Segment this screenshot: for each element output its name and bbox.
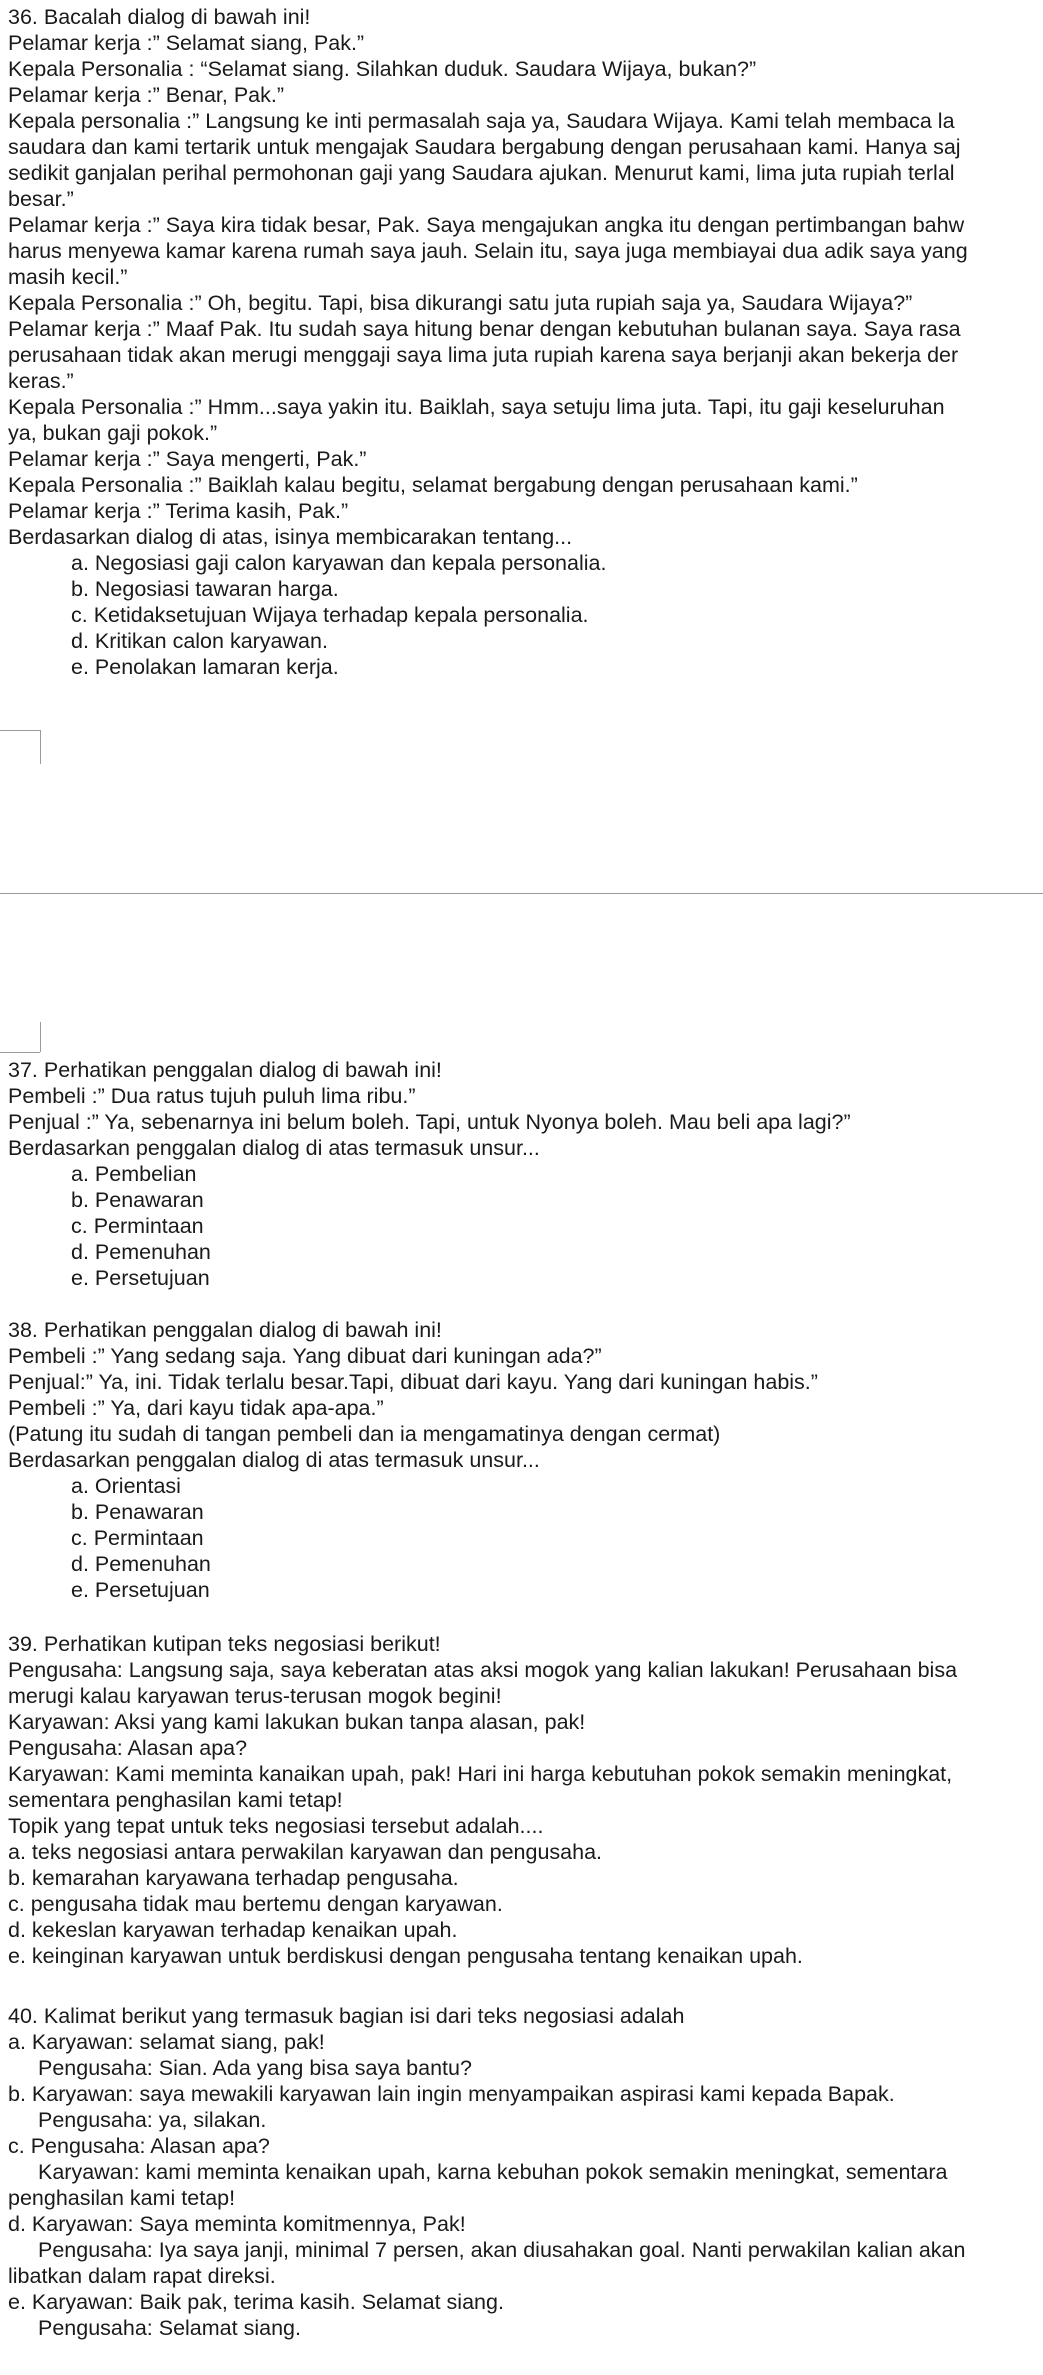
- text-line: Pelamar kerja :” Selamat siang, Pak.”: [8, 31, 365, 55]
- answer-option: a. Pembelian: [71, 1162, 197, 1186]
- text-line: Berdasarkan dialog di atas, isinya membicarakan tentang...: [8, 525, 573, 549]
- question-36: [8, 4, 968, 680]
- text-line: keras.”: [8, 369, 74, 393]
- text-line: Karyawan: kami meminta kenaikan upah, karna kebuhan pokok semakin meningkat, sementara: [38, 2160, 948, 2184]
- text-line: Kepala personalia :” Langsung ke inti permasalah saja ya, Saudara Wijaya. Kami telah membaca la: [8, 109, 955, 133]
- question-39: [8, 1631, 957, 1969]
- text-line: masih kecil.”: [8, 265, 128, 289]
- text-line: Topik yang tepat untuk teks negosiasi tersebut adalah....: [8, 1814, 544, 1838]
- text-line: sementara penghasilan kami tetap!: [8, 1788, 343, 1812]
- answer-option: d. Pemenuhan: [71, 1240, 211, 1264]
- text-line: b. Karyawan: saya mewakili karyawan lain ingin menyampaikan aspirasi kami kepada Bapak.: [8, 2082, 895, 2106]
- text-line: e. keinginan karyawan untuk berdiskusi dengan pengusaha tentang kenaikan upah.: [8, 1944, 803, 1968]
- text-line: (Patung itu sudah di tangan pembeli dan ia mengamatinya dengan cermat): [8, 1422, 721, 1446]
- answer-option: e. Penolakan lamaran kerja.: [71, 655, 339, 679]
- answer-option: d. Kritikan calon karyawan.: [71, 629, 328, 653]
- text-line: Pengusaha: Langsung saja, saya keberatan atas aksi mogok yang kalian lakukan! Perusahaan bisa: [8, 1658, 958, 1682]
- answer-option: b. Penawaran: [71, 1188, 204, 1212]
- text-line: Karyawan: Aksi yang kami lakukan bukan tanpa alasan, pak!: [8, 1710, 586, 1734]
- text-line: Pelamar kerja :” Saya mengerti, Pak.”: [8, 447, 367, 471]
- question-36-text: [8, 4, 968, 550]
- text-line: Pembeli :” Dua ratus tujuh puluh lima ribu.”: [8, 1084, 416, 1108]
- answer-option: b. Negosiasi tawaran harga.: [71, 577, 339, 601]
- answer-option: c. Permintaan: [71, 1526, 204, 1550]
- text-line: d. Karyawan: Saya meminta komitmennya, Pak!: [8, 2212, 466, 2236]
- text-line: Karyawan: Kami meminta kanaikan upah, pak! Hari ini harga kebutuhan pokok semakin meningkat,: [8, 1762, 953, 1786]
- text-line: Pelamar kerja :” Maaf Pak. Itu sudah saya hitung benar dengan kebutuhan bulanan saya. Saya rasa: [8, 317, 961, 341]
- answer-option: b. Penawaran: [71, 1500, 204, 1524]
- text-line: Penjual :” Ya, sebenarnya ini belum boleh. Tapi, untuk Nyonya boleh. Mau beli apa lagi?”: [8, 1110, 851, 1134]
- question-40: [8, 2003, 965, 2341]
- question-36-options: [8, 550, 968, 680]
- answer-option: d. Pemenuhan: [71, 1552, 211, 1576]
- text-line: a. teks negosiasi antara perwakilan karyawan dan pengusaha.: [8, 1840, 603, 1864]
- text-line: Pelamar kerja :” Saya kira tidak besar, Pak. Saya mengajukan angka itu dengan pertimbangan bahw: [8, 213, 965, 237]
- text-line: e. Karyawan: Baik pak, terima kasih. Selamat siang.: [8, 2290, 504, 2314]
- text-line: Kepala Personalia : “Selamat siang. Silahkan duduk. Saudara Wijaya, bukan?”: [8, 57, 757, 81]
- question-38-options: [8, 1473, 818, 1603]
- text-line: d. kekeslan karyawan terhadap kenaikan upah.: [8, 1918, 458, 1942]
- page-divider: [0, 893, 1043, 894]
- text-line: Pengusaha: ya, silakan.: [38, 2108, 267, 2132]
- crop-mark-bottom: [0, 1052, 40, 1053]
- crop-mark-top-vertical: [40, 730, 41, 764]
- answer-option: a. Negosiasi gaji calon karyawan dan kepala personalia.: [71, 551, 607, 575]
- text-line: b. kemarahan karyawana terhadap pengusaha.: [8, 1866, 459, 1890]
- answer-option: c. Ketidaksetujuan Wijaya terhadap kepala personalia.: [71, 603, 589, 627]
- answer-option: c. Permintaan: [71, 1214, 204, 1238]
- text-line: Pengusaha: Selamat siang.: [38, 2316, 301, 2340]
- text-line: 36. Bacalah dialog di bawah ini!: [8, 5, 311, 29]
- text-line: saudara dan kami tertarik untuk mengajak Saudara bergabung dengan perusahaan kami. Hanya saj: [8, 135, 961, 159]
- text-line: 38. Perhatikan penggalan dialog di bawah ini!: [8, 1318, 442, 1342]
- text-line: perusahaan tidak akan merugi menggaji saya lima juta rupiah karena saya berjanji akan bekerja der: [8, 343, 959, 367]
- text-line: c. Pengusaha: Alasan apa?: [8, 2134, 270, 2158]
- crop-mark-top: [0, 730, 40, 731]
- question-38-text: [8, 1317, 818, 1473]
- text-line: merugi kalau karyawan terus-terusan mogok begini!: [8, 1684, 502, 1708]
- crop-mark-bottom-vertical: [40, 1022, 41, 1052]
- text-line: harus menyewa kamar karena rumah saya jauh. Selain itu, saya juga membiayai dua adik saya yang: [8, 239, 968, 263]
- text-line: Pelamar kerja :” Benar, Pak.”: [8, 83, 285, 107]
- question-39-text: [8, 1631, 957, 1969]
- question-40-text: [8, 2003, 965, 2341]
- text-line: Berdasarkan penggalan dialog di atas termasuk unsur...: [8, 1136, 540, 1160]
- text-line: Penjual:” Ya, ini. Tidak terlalu besar.Tapi, dibuat dari kayu. Yang dari kuningan habis.”: [8, 1370, 818, 1394]
- question-37-options: [8, 1161, 851, 1291]
- question-37-text: [8, 1057, 851, 1161]
- text-line: besar.”: [8, 187, 74, 211]
- text-line: sedikit ganjalan perihal permohonan gaji yang Saudara ajukan. Menurut kami, lima juta rupiah terlal: [8, 161, 955, 185]
- text-line: a. Karyawan: selamat siang, pak!: [8, 2030, 325, 2054]
- text-line: penghasilan kami tetap!: [8, 2186, 236, 2210]
- text-line: Pembeli :” Yang sedang saja. Yang dibuat dari kuningan ada?”: [8, 1344, 602, 1368]
- text-line: Kepala Personalia :” Hmm...saya yakin itu. Baiklah, saya setuju lima juta. Tapi, itu gaji keseluruhan: [8, 395, 945, 419]
- question-38: [8, 1317, 818, 1603]
- text-line: Pengusaha: Iya saya janji, minimal 7 persen, akan diusahakan goal. Nanti perwakilan kalian akan: [38, 2238, 966, 2262]
- answer-option: e. Persetujuan: [71, 1266, 210, 1290]
- answer-option: e. Persetujuan: [71, 1578, 210, 1602]
- text-line: Kepala Personalia :” Oh, begitu. Tapi, bisa dikurangi satu juta rupiah saja ya, Saudara Wijaya?”: [8, 291, 913, 315]
- text-line: 37. Perhatikan penggalan dialog di bawah ini!: [8, 1058, 442, 1082]
- text-line: Pelamar kerja :” Terima kasih, Pak.”: [8, 499, 349, 523]
- answer-option: a. Orientasi: [71, 1474, 181, 1498]
- text-line: libatkan dalam rapat direksi.: [8, 2264, 276, 2288]
- text-line: Pengusaha: Sian. Ada yang bisa saya bantu?: [38, 2056, 472, 2080]
- text-line: Berdasarkan penggalan dialog di atas termasuk unsur...: [8, 1448, 540, 1472]
- question-37: [8, 1057, 851, 1291]
- text-line: Kepala Personalia :” Baiklah kalau begitu, selamat bergabung dengan perusahaan kami.”: [8, 473, 858, 497]
- text-line: 40. Kalimat berikut yang termasuk bagian isi dari teks negosiasi adalah: [8, 2004, 685, 2028]
- text-line: c. pengusaha tidak mau bertemu dengan karyawan.: [8, 1892, 503, 1916]
- text-line: Pengusaha: Alasan apa?: [8, 1736, 248, 1760]
- text-line: ya, bukan gaji pokok.”: [8, 421, 218, 445]
- text-line: Pembeli :” Ya, dari kayu tidak apa-apa.”: [8, 1396, 384, 1420]
- text-line: 39. Perhatikan kutipan teks negosiasi berikut!: [8, 1632, 441, 1656]
